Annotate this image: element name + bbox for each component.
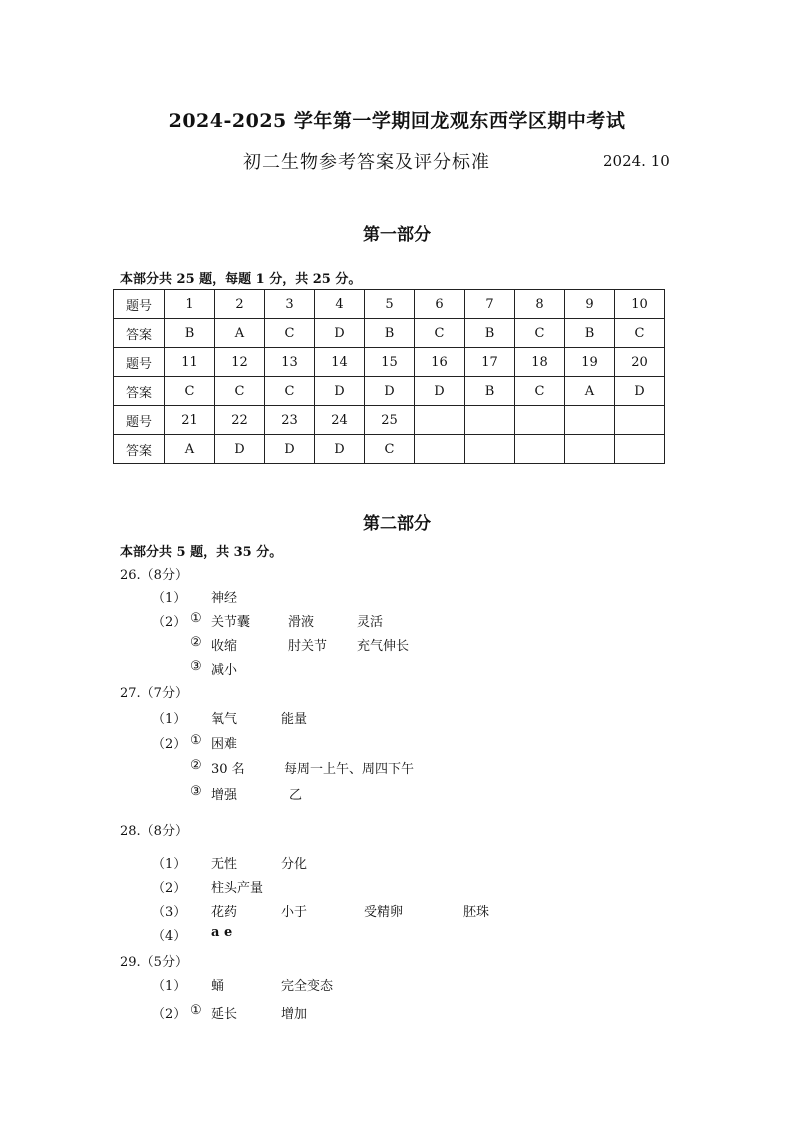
document-title: 2024-2025 学年第一学期回龙观东西学区期中考试 xyxy=(168,110,626,132)
table-cell xyxy=(515,406,565,435)
table-cell: 16 xyxy=(415,348,465,377)
q26-sub3-answer-a: 收缩 xyxy=(211,639,238,654)
table-cell: 20 xyxy=(615,348,665,377)
table-cell: 10 xyxy=(615,290,665,319)
q27-sub1-num: （1） xyxy=(152,712,187,727)
table-cell: 9 xyxy=(565,290,615,319)
table-cell: B xyxy=(565,319,615,348)
table-cell: 18 xyxy=(515,348,565,377)
table-cell: 13 xyxy=(265,348,315,377)
q29-sub2-answer-a: 延长 xyxy=(211,1007,238,1022)
table-cell xyxy=(515,435,565,464)
q27-sub3-mark: ② xyxy=(190,758,202,773)
table-cell: B xyxy=(465,377,515,406)
table-cell: 1 xyxy=(165,290,215,319)
q26-sub2-answer-a: 关节囊 xyxy=(211,615,251,630)
q27-sub2-num: （2） xyxy=(152,737,187,752)
table-row xyxy=(114,406,665,435)
part2-heading: 第二部分 xyxy=(363,514,431,534)
q27-sub1-answer-b: 能量 xyxy=(281,712,308,727)
q29-label: 29.（5分） xyxy=(120,955,188,970)
q29-sub2-num: （2） xyxy=(152,1007,187,1022)
table-row xyxy=(114,319,665,348)
q28-sub1-answer-b: 分化 xyxy=(281,857,308,872)
table-cell xyxy=(415,406,465,435)
q28-sub3-num: （3） xyxy=(152,905,187,920)
table-cell: 2 xyxy=(215,290,265,319)
table-cell: 24 xyxy=(315,406,365,435)
q26-sub3-answer-b: 肘关节 xyxy=(288,639,328,654)
table-cell: D xyxy=(265,435,315,464)
q26-sub1-num: （1） xyxy=(152,591,187,606)
table-cell: C xyxy=(365,435,415,464)
table-cell: D xyxy=(615,377,665,406)
table-cell: C xyxy=(615,319,665,348)
q28-sub4-answer-a: a e xyxy=(211,925,233,940)
q29-sub1-answer-a: 蛹 xyxy=(211,979,225,994)
q28-sub3-answer-b: 小于 xyxy=(281,905,308,920)
table-cell: D xyxy=(315,377,365,406)
table-row-header: 题号 xyxy=(114,348,165,377)
part2-note: 本部分共 5 题，共 35 分。 xyxy=(120,545,283,560)
table-cell: C xyxy=(415,319,465,348)
q29-sub1-answer-b: 完全变态 xyxy=(281,979,334,994)
q28-sub1-answer-a: 无性 xyxy=(211,857,238,872)
table-cell: 23 xyxy=(265,406,315,435)
table-row-header: 答案 xyxy=(114,319,165,348)
table-cell xyxy=(565,435,615,464)
answer-table xyxy=(113,289,665,464)
q29-sub1-num: （1） xyxy=(152,979,187,994)
q29-sub2-mark: ① xyxy=(190,1003,202,1018)
table-cell: 4 xyxy=(315,290,365,319)
table-cell xyxy=(565,406,615,435)
q27-sub4-answer-b: 乙 xyxy=(289,788,303,803)
document-date: 2024. 10 xyxy=(603,152,670,170)
table-cell: 8 xyxy=(515,290,565,319)
q27-sub4-answer-a: 增强 xyxy=(211,788,238,803)
q26-sub4-mark: ③ xyxy=(190,659,202,674)
table-cell: B xyxy=(365,319,415,348)
table-row-header: 答案 xyxy=(114,377,165,406)
table-cell: 3 xyxy=(265,290,315,319)
table-cell: 19 xyxy=(565,348,615,377)
part1-note: 本部分共 25 题，每题 1 分，共 25 分。 xyxy=(120,272,362,287)
table-cell xyxy=(465,435,515,464)
q29-sub2-answer-b: 增加 xyxy=(281,1007,308,1022)
table-cell xyxy=(615,406,665,435)
q28-sub1-num: （1） xyxy=(152,857,187,872)
q27-sub4-mark: ③ xyxy=(190,784,202,799)
q28-sub3-answer-a: 花药 xyxy=(211,905,238,920)
table-cell: 6 xyxy=(415,290,465,319)
table-row xyxy=(114,290,665,319)
table-cell: 22 xyxy=(215,406,265,435)
q27-sub3-answer-b: 每周一上午、周四下午 xyxy=(284,762,415,777)
table-cell: C xyxy=(265,319,315,348)
q28-sub3-answer-c: 受精卵 xyxy=(364,905,404,920)
table-cell xyxy=(415,435,465,464)
q26-sub3-mark: ② xyxy=(190,635,202,650)
table-cell: 25 xyxy=(365,406,415,435)
table-cell: C xyxy=(265,377,315,406)
table-cell: A xyxy=(565,377,615,406)
q26-sub2-answer-b: 滑液 xyxy=(288,615,315,630)
q26-sub2-answer-c: 灵活 xyxy=(357,615,384,630)
q27-sub3-answer-a: 30 名 xyxy=(211,762,245,777)
table-cell: D xyxy=(315,435,365,464)
table-cell: 12 xyxy=(215,348,265,377)
q28-label: 28.（8分） xyxy=(120,824,188,839)
q28-sub4-num: （4） xyxy=(152,929,187,944)
table-row xyxy=(114,435,665,464)
q26-sub3-answer-c: 充气伸长 xyxy=(357,639,410,654)
table-cell: C xyxy=(215,377,265,406)
q27-sub2-answer-a: 困难 xyxy=(211,737,238,752)
table-cell: A xyxy=(165,435,215,464)
q27-sub2-mark: ① xyxy=(190,733,202,748)
table-cell: 17 xyxy=(465,348,515,377)
document-subtitle: 初二生物参考答案及评分标准 xyxy=(243,152,490,173)
q28-sub2-answer-a: 柱头产量 xyxy=(211,881,264,896)
table-cell: 14 xyxy=(315,348,365,377)
q28-sub3-answer-d: 胚珠 xyxy=(463,905,490,920)
part1-heading: 第一部分 xyxy=(363,225,431,245)
q26-sub2-num: （2） xyxy=(152,615,187,630)
table-cell: D xyxy=(215,435,265,464)
q26-sub1-answer: 神经 xyxy=(211,591,238,606)
table-cell: 11 xyxy=(165,348,215,377)
table-cell: C xyxy=(515,377,565,406)
table-cell: D xyxy=(415,377,465,406)
table-cell: 7 xyxy=(465,290,515,319)
table-cell: D xyxy=(315,319,365,348)
table-row xyxy=(114,348,665,377)
table-cell: 5 xyxy=(365,290,415,319)
table-cell: C xyxy=(515,319,565,348)
q27-label: 27.（7分） xyxy=(120,686,188,701)
table-row-header: 答案 xyxy=(114,435,165,464)
q27-sub1-answer-a: 氧气 xyxy=(211,712,238,727)
table-cell xyxy=(615,435,665,464)
table-row xyxy=(114,377,665,406)
table-cell: C xyxy=(165,377,215,406)
table-cell: D xyxy=(365,377,415,406)
table-cell: B xyxy=(165,319,215,348)
q26-sub2-mark: ① xyxy=(190,611,202,626)
q28-sub2-num: （2） xyxy=(152,881,187,896)
table-cell: 15 xyxy=(365,348,415,377)
table-cell: 21 xyxy=(165,406,215,435)
table-cell: B xyxy=(465,319,515,348)
table-cell: A xyxy=(215,319,265,348)
table-row-header: 题号 xyxy=(114,406,165,435)
q26-sub4-answer-a: 减小 xyxy=(211,663,238,678)
table-row-header: 题号 xyxy=(114,290,165,319)
q26-label: 26.（8分） xyxy=(120,568,188,583)
table-cell xyxy=(465,406,515,435)
